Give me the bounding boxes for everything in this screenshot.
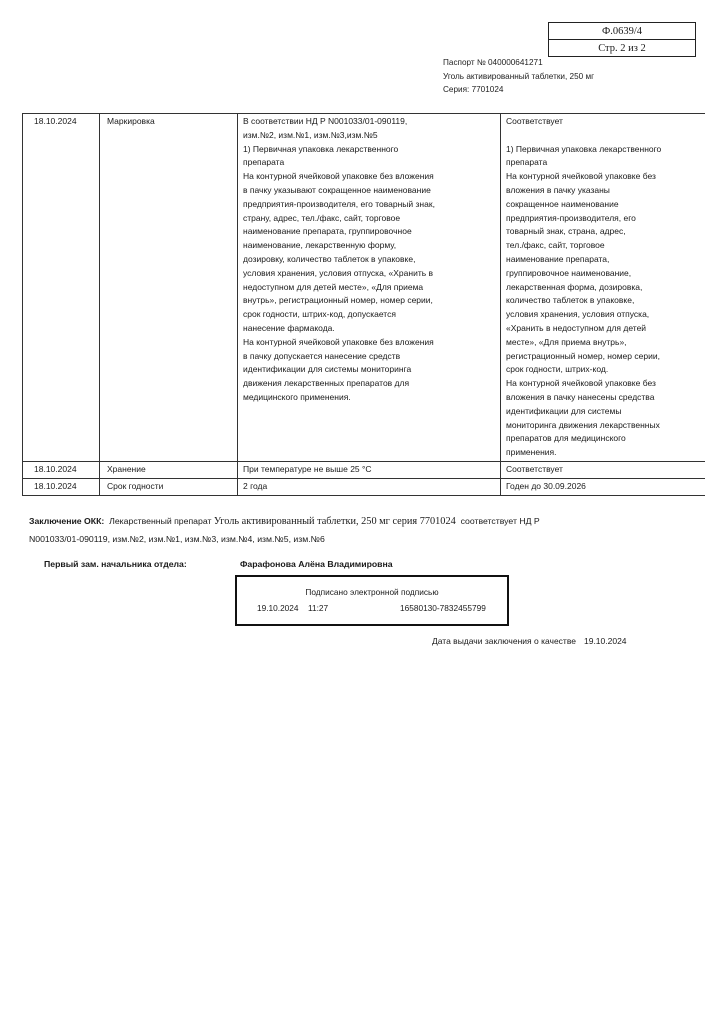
- cell-line: препаратов для медицинского: [506, 433, 626, 444]
- cell-line: тел./факс, сайт, торговое: [506, 240, 605, 251]
- cell-line: регистрационный номер, номер серии,: [506, 350, 660, 361]
- cell-line: 1) Первичная упаковка лекарственного: [506, 143, 662, 154]
- row-date: 18.10.2024: [23, 461, 100, 478]
- cell-line: При температуре не выше 25 °С: [243, 463, 372, 474]
- cell-line: применения.: [506, 447, 557, 458]
- cell-line: количество таблеток в упаковке,: [506, 295, 635, 306]
- cell-line: срок годности, штрих-код.: [506, 364, 609, 375]
- row-requirement: [238, 114, 501, 462]
- cell-line: В соответствии НД Р N001033/01-090119,: [243, 116, 408, 126]
- cell-line: На контурной ячейковой упаковке без вложения: [243, 336, 434, 347]
- cell-line: вложения в пачку нанесены средства: [506, 391, 655, 402]
- row-test: Срок годности: [100, 478, 238, 495]
- cell-line: лекарственная форма, дозировка,: [506, 281, 643, 292]
- form-code: Ф.0639/4: [549, 23, 696, 40]
- conclusion-text-b: соответствует НД Р: [460, 516, 540, 526]
- passport-number: Паспорт № 040000641271: [443, 58, 543, 67]
- cell-line: вложения в пачку указаны: [506, 184, 610, 195]
- cell-line: сокращенное наименование: [506, 198, 619, 209]
- cell-line: идентификации для системы: [506, 405, 622, 416]
- passport-series: Серия: 7701024: [443, 85, 504, 94]
- cell-line: [506, 129, 702, 143]
- signature-id: 16580130-7832455799: [400, 603, 486, 613]
- row-result: [501, 461, 705, 478]
- cell-line: группировочное наименование,: [506, 267, 632, 278]
- cell-line: На контурной ячейковой упаковке без: [506, 378, 656, 389]
- conclusion-product: Уголь активированный таблетки, 250 мг серия 7701024: [213, 516, 456, 527]
- electronic-signature-stamp: [235, 575, 509, 626]
- signature-title: Подписано электронной подписью: [305, 587, 439, 597]
- cell-line: 1) Первичная упаковка лекарственного: [243, 143, 399, 154]
- row-date: 18.10.2024: [23, 478, 100, 495]
- cell-line: наименование, лекарственную форму,: [243, 240, 397, 251]
- row-requirement: [238, 461, 501, 478]
- cell-line: срок годности, штрих-код, допускается: [243, 309, 396, 320]
- conclusion-label: Заключение ОКК:: [29, 516, 105, 526]
- cell-line: в пачку допускается нанесение средств: [243, 350, 401, 361]
- row-requirement: [238, 478, 501, 495]
- conclusion-line2: N001033/01-090119, изм.№2, изм.№1, изм.№3, изм.№4, изм.№5, изм.№6: [29, 533, 325, 544]
- table-row: [23, 114, 705, 462]
- passport-product: Уголь активированный таблетки, 250 мг: [443, 71, 595, 81]
- cell-line: На контурной ячейковой упаковке без вложения: [243, 171, 434, 182]
- row-test: Маркировка: [100, 114, 238, 462]
- issue-label: Дата выдачи заключения о качестве: [432, 636, 576, 646]
- cell-line: 2 года: [243, 480, 268, 491]
- cell-line: недоступном для детей месте», «Для приема: [243, 281, 424, 292]
- signer-name: Фарафонова Алёна Владимировна: [240, 559, 393, 569]
- cell-line: дозировку, количество таблеток в упаковке,: [243, 253, 416, 264]
- row-result: [501, 478, 705, 495]
- cell-line: предприятия-производителя, его: [506, 212, 636, 223]
- cell-line: На контурной ячейковой упаковке без: [506, 171, 656, 182]
- row-result: [501, 114, 705, 462]
- issue-date: 19.10.2024: [583, 636, 627, 646]
- passport-header: [443, 56, 594, 97]
- cell-line: идентификации для системы мониторинга: [243, 364, 412, 375]
- cell-line: наименование препарата, группировочное: [243, 226, 412, 237]
- cell-line: Годен до 30.09.2026: [506, 480, 586, 491]
- cell-line: Соответствует: [506, 116, 563, 126]
- cell-line: мониторинга движения лекарственных: [506, 419, 660, 430]
- cell-line: страну, адрес, тел./факс, сайт, торговое: [243, 212, 401, 223]
- cell-line: предприятия-производителя, его товарный знак,: [243, 198, 435, 209]
- cell-line: месте», «Для приема внутрь»,: [506, 336, 627, 347]
- cell-line: в пачку указывают сокращенное наименование: [243, 184, 431, 195]
- issue-date-line: [432, 636, 627, 646]
- cell-line: препарата: [506, 157, 548, 168]
- conclusion-text-a: Лекарственный препарат: [109, 516, 212, 526]
- cell-line: Соответствует: [506, 463, 563, 474]
- row-test: Хранение: [100, 461, 238, 478]
- qc-conclusion: [29, 513, 589, 547]
- signature-time: 11:27: [308, 603, 329, 613]
- cell-line: наименование препарата,: [506, 253, 610, 264]
- signer-position: Первый зам. начальника отдела:: [44, 559, 187, 569]
- table-row: [23, 478, 705, 495]
- cell-line: изм.№2, изм.№1, изм.№3,изм.№5: [243, 129, 378, 140]
- cell-line: медицинского применения.: [243, 391, 351, 402]
- cell-line: внутрь», регистрационный номер, номер серии,: [243, 295, 433, 306]
- cell-line: «Хранить в недоступном для детей: [506, 322, 647, 333]
- cell-line: условия хранения, условия отпуска, «Хранить в: [243, 267, 434, 278]
- form-code-box: [548, 22, 696, 57]
- cell-line: движения лекарственных препаратов для: [243, 378, 410, 389]
- cell-line: препарата: [243, 157, 285, 168]
- cell-line: товарный знак, страна, адрес,: [506, 226, 626, 237]
- page-number: Стр. 2 из 2: [549, 40, 696, 57]
- cell-line: нанесение фармакода.: [243, 322, 335, 333]
- signature-date: 19.10.2024: [257, 603, 299, 613]
- cell-line: условия хранения, условия отпуска,: [506, 309, 650, 320]
- table-row: [23, 461, 705, 478]
- test-results-table: [22, 113, 705, 496]
- row-date: 18.10.2024: [23, 114, 100, 462]
